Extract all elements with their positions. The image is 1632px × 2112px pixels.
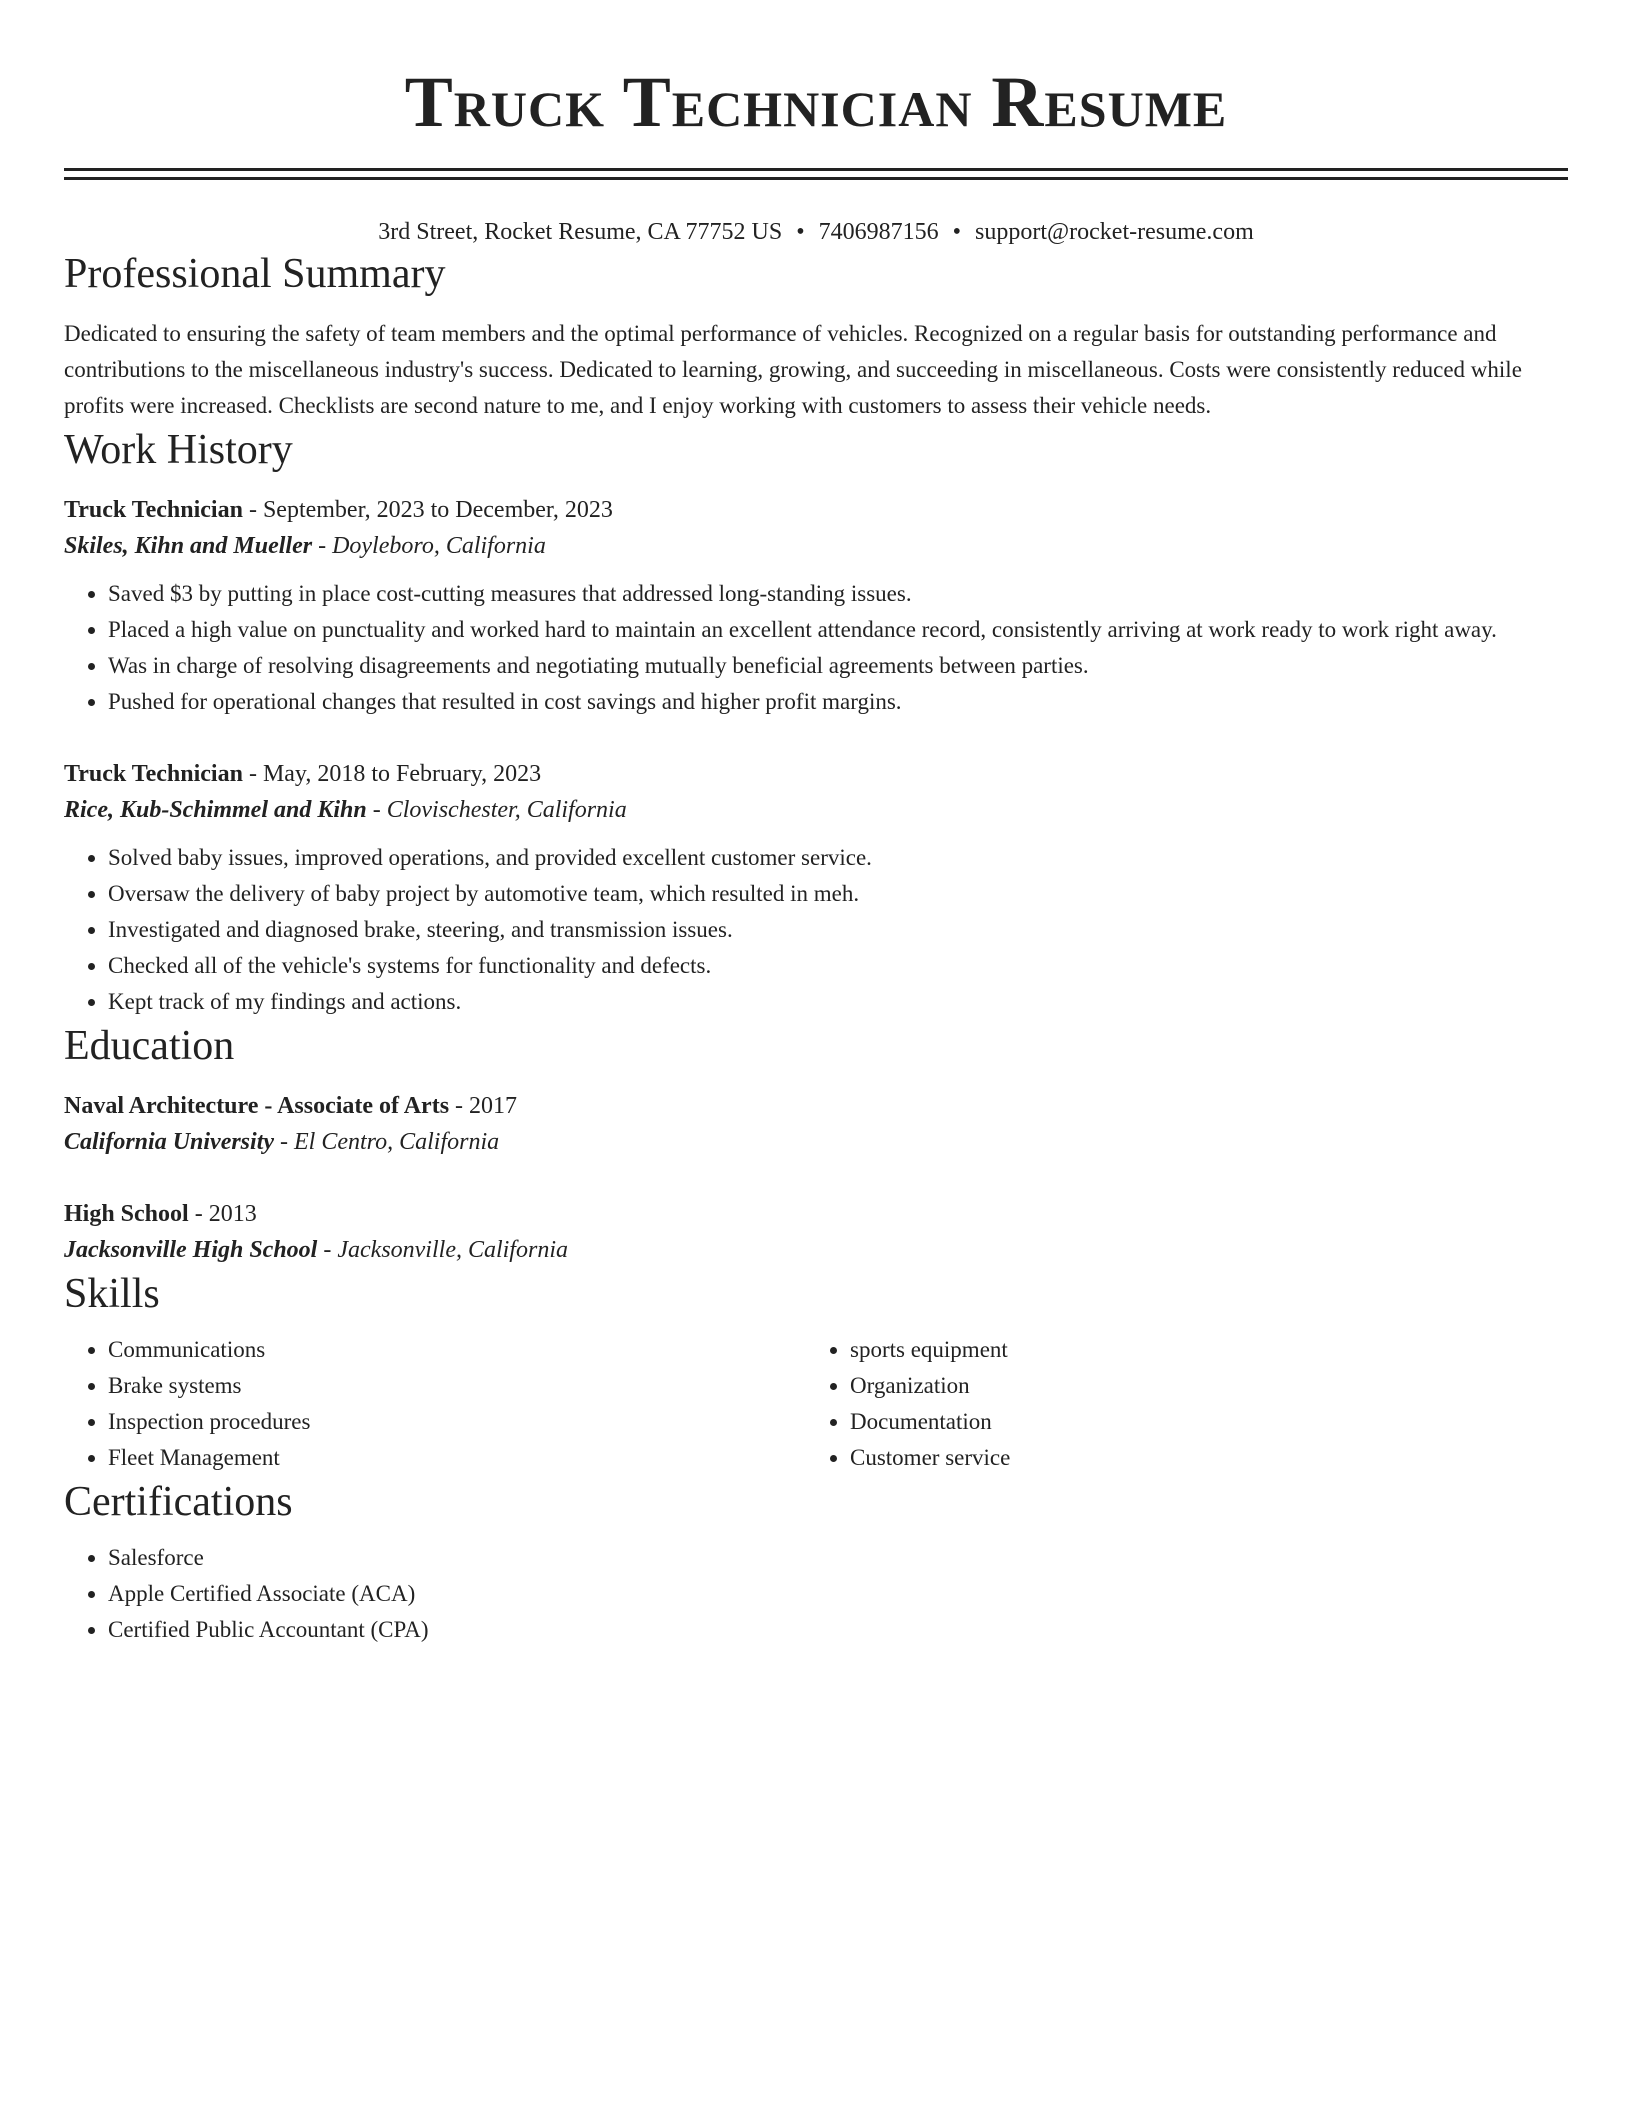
education-location: Jacksonville, California [337, 1237, 568, 1263]
certification-item: • Salesforce [108, 1540, 1568, 1576]
job-entry [64, 756, 1568, 1020]
job-employer: Rice, Kub-Schimmel and Kihn - Clovischester, California [64, 797, 627, 823]
skill-item: • Fleet Management [108, 1440, 806, 1476]
education-header: Naval Architecture - Associate of Arts - 2017 [64, 1093, 518, 1119]
job-header: Truck Technician - September, 2023 to December, 2023 [64, 497, 613, 523]
job-header: Truck Technician - May, 2018 to February, 2023 [64, 761, 542, 787]
job-bullets [64, 576, 1568, 720]
education-degree: Naval Architecture - Associate of Arts [64, 1093, 450, 1119]
title-divider-bottom [64, 177, 1568, 180]
job-title: Truck Technician [64, 497, 243, 523]
job-bullet: • Solved baby issues, improved operations, and provided excellent customer service. [108, 840, 1568, 876]
education-heading: Education [64, 1023, 235, 1069]
contact-separator: • [952, 219, 962, 245]
education-school-line: Jacksonville High School - Jacksonville, California [64, 1237, 568, 1263]
education-school-line: California University - El Centro, California [64, 1129, 500, 1155]
resume-title: Truck Technician Resume [404, 62, 1228, 142]
education-entry [64, 1088, 1568, 1160]
education-entry [64, 1196, 1568, 1268]
skills-list-right [806, 1332, 1548, 1476]
certifications-heading: Certifications [64, 1479, 293, 1525]
contact-separator: • [796, 219, 805, 245]
skills-heading: Skills [64, 1271, 160, 1317]
job-bullet: • Kept track of my findings and actions. [108, 984, 1568, 1020]
work-history-heading: Work History [64, 427, 293, 473]
summary-text: Dedicated to ensuring the safety of team members and the optimal performance of vehicles. Recognized on a regular basis for outstanding performance and contributions to the miscellaneous industry's success. Dedicated to learning, growing, and succeeding in miscellaneous. Costs were consistently reduced while profits were increased. Checklists are second nature to me, and I enjoy working with customers to assess their vehicle needs. [64, 321, 1522, 418]
skill-item: • Inspection procedures [108, 1404, 806, 1440]
skill-item: • Customer service [850, 1440, 1548, 1476]
contact-email: support@rocket-resume.com [975, 219, 1254, 245]
contact-address: 3rd Street, Rocket Resume, CA 77752 US [378, 219, 783, 245]
title-divider-top [64, 168, 1568, 171]
job-entry [64, 492, 1568, 720]
job-employer: Skiles, Kihn and Mueller - Doyleboro, California [64, 533, 546, 559]
job-bullet: • Investigated and diagnosed brake, steering, and transmission issues. [108, 912, 1568, 948]
certifications-list [64, 1540, 1568, 1648]
job-bullet: • Saved $3 by putting in place cost-cutting measures that addressed long-standing issues. [108, 576, 1568, 612]
education-location: El Centro, California [294, 1129, 500, 1155]
skill-item: • Brake systems [108, 1368, 806, 1404]
education-school: California University [64, 1129, 275, 1155]
job-bullet: • Checked all of the vehicle's systems for functionality and defects. [108, 948, 1568, 984]
job-bullet: • Was in charge of resolving disagreements and negotiating mutually beneficial agreements between parties. [108, 648, 1568, 684]
skill-item: • Communications [108, 1332, 806, 1368]
job-title: Truck Technician [64, 761, 243, 787]
job-location: Doyleboro, California [332, 533, 546, 559]
job-dates: September, 2023 to December, 2023 [262, 497, 613, 523]
job-bullet: • Oversaw the delivery of baby project by automotive team, which resulted in meh. [108, 876, 1568, 912]
education-degree: High School [64, 1201, 189, 1227]
skill-item: • Documentation [850, 1404, 1548, 1440]
job-bullets [64, 840, 1568, 1020]
contact-phone: 7406987156 [818, 219, 939, 245]
certification-item: • Apple Certified Associate (ACA) [108, 1576, 1568, 1612]
skill-item: • Organization [850, 1368, 1548, 1404]
skills-columns [64, 1332, 1568, 1476]
summary-heading: Professional Summary [64, 251, 446, 297]
job-location: Clovischester, California [386, 797, 627, 823]
skill-item: • sports equipment [850, 1332, 1548, 1368]
education-header: High School - 2013 [64, 1201, 257, 1227]
certification-item: • Certified Public Accountant (CPA) [108, 1612, 1568, 1648]
education-year: 2013 [208, 1201, 257, 1227]
education-school: Jacksonville High School [64, 1237, 318, 1263]
contact-line [64, 216, 1568, 248]
job-bullet: • Pushed for operational changes that resulted in cost savings and higher profit margins. [108, 684, 1568, 720]
job-company: Skiles, Kihn and Mueller [64, 533, 313, 559]
job-bullet: • Placed a high value on punctuality and worked hard to maintain an excellent attendance record, consistently arriving at work ready to work right away. [108, 612, 1568, 648]
skills-list-left [64, 1332, 806, 1476]
job-dates: May, 2018 to February, 2023 [262, 761, 542, 787]
education-year: 2017 [469, 1093, 518, 1119]
job-company: Rice, Kub-Schimmel and Kihn [64, 797, 367, 823]
